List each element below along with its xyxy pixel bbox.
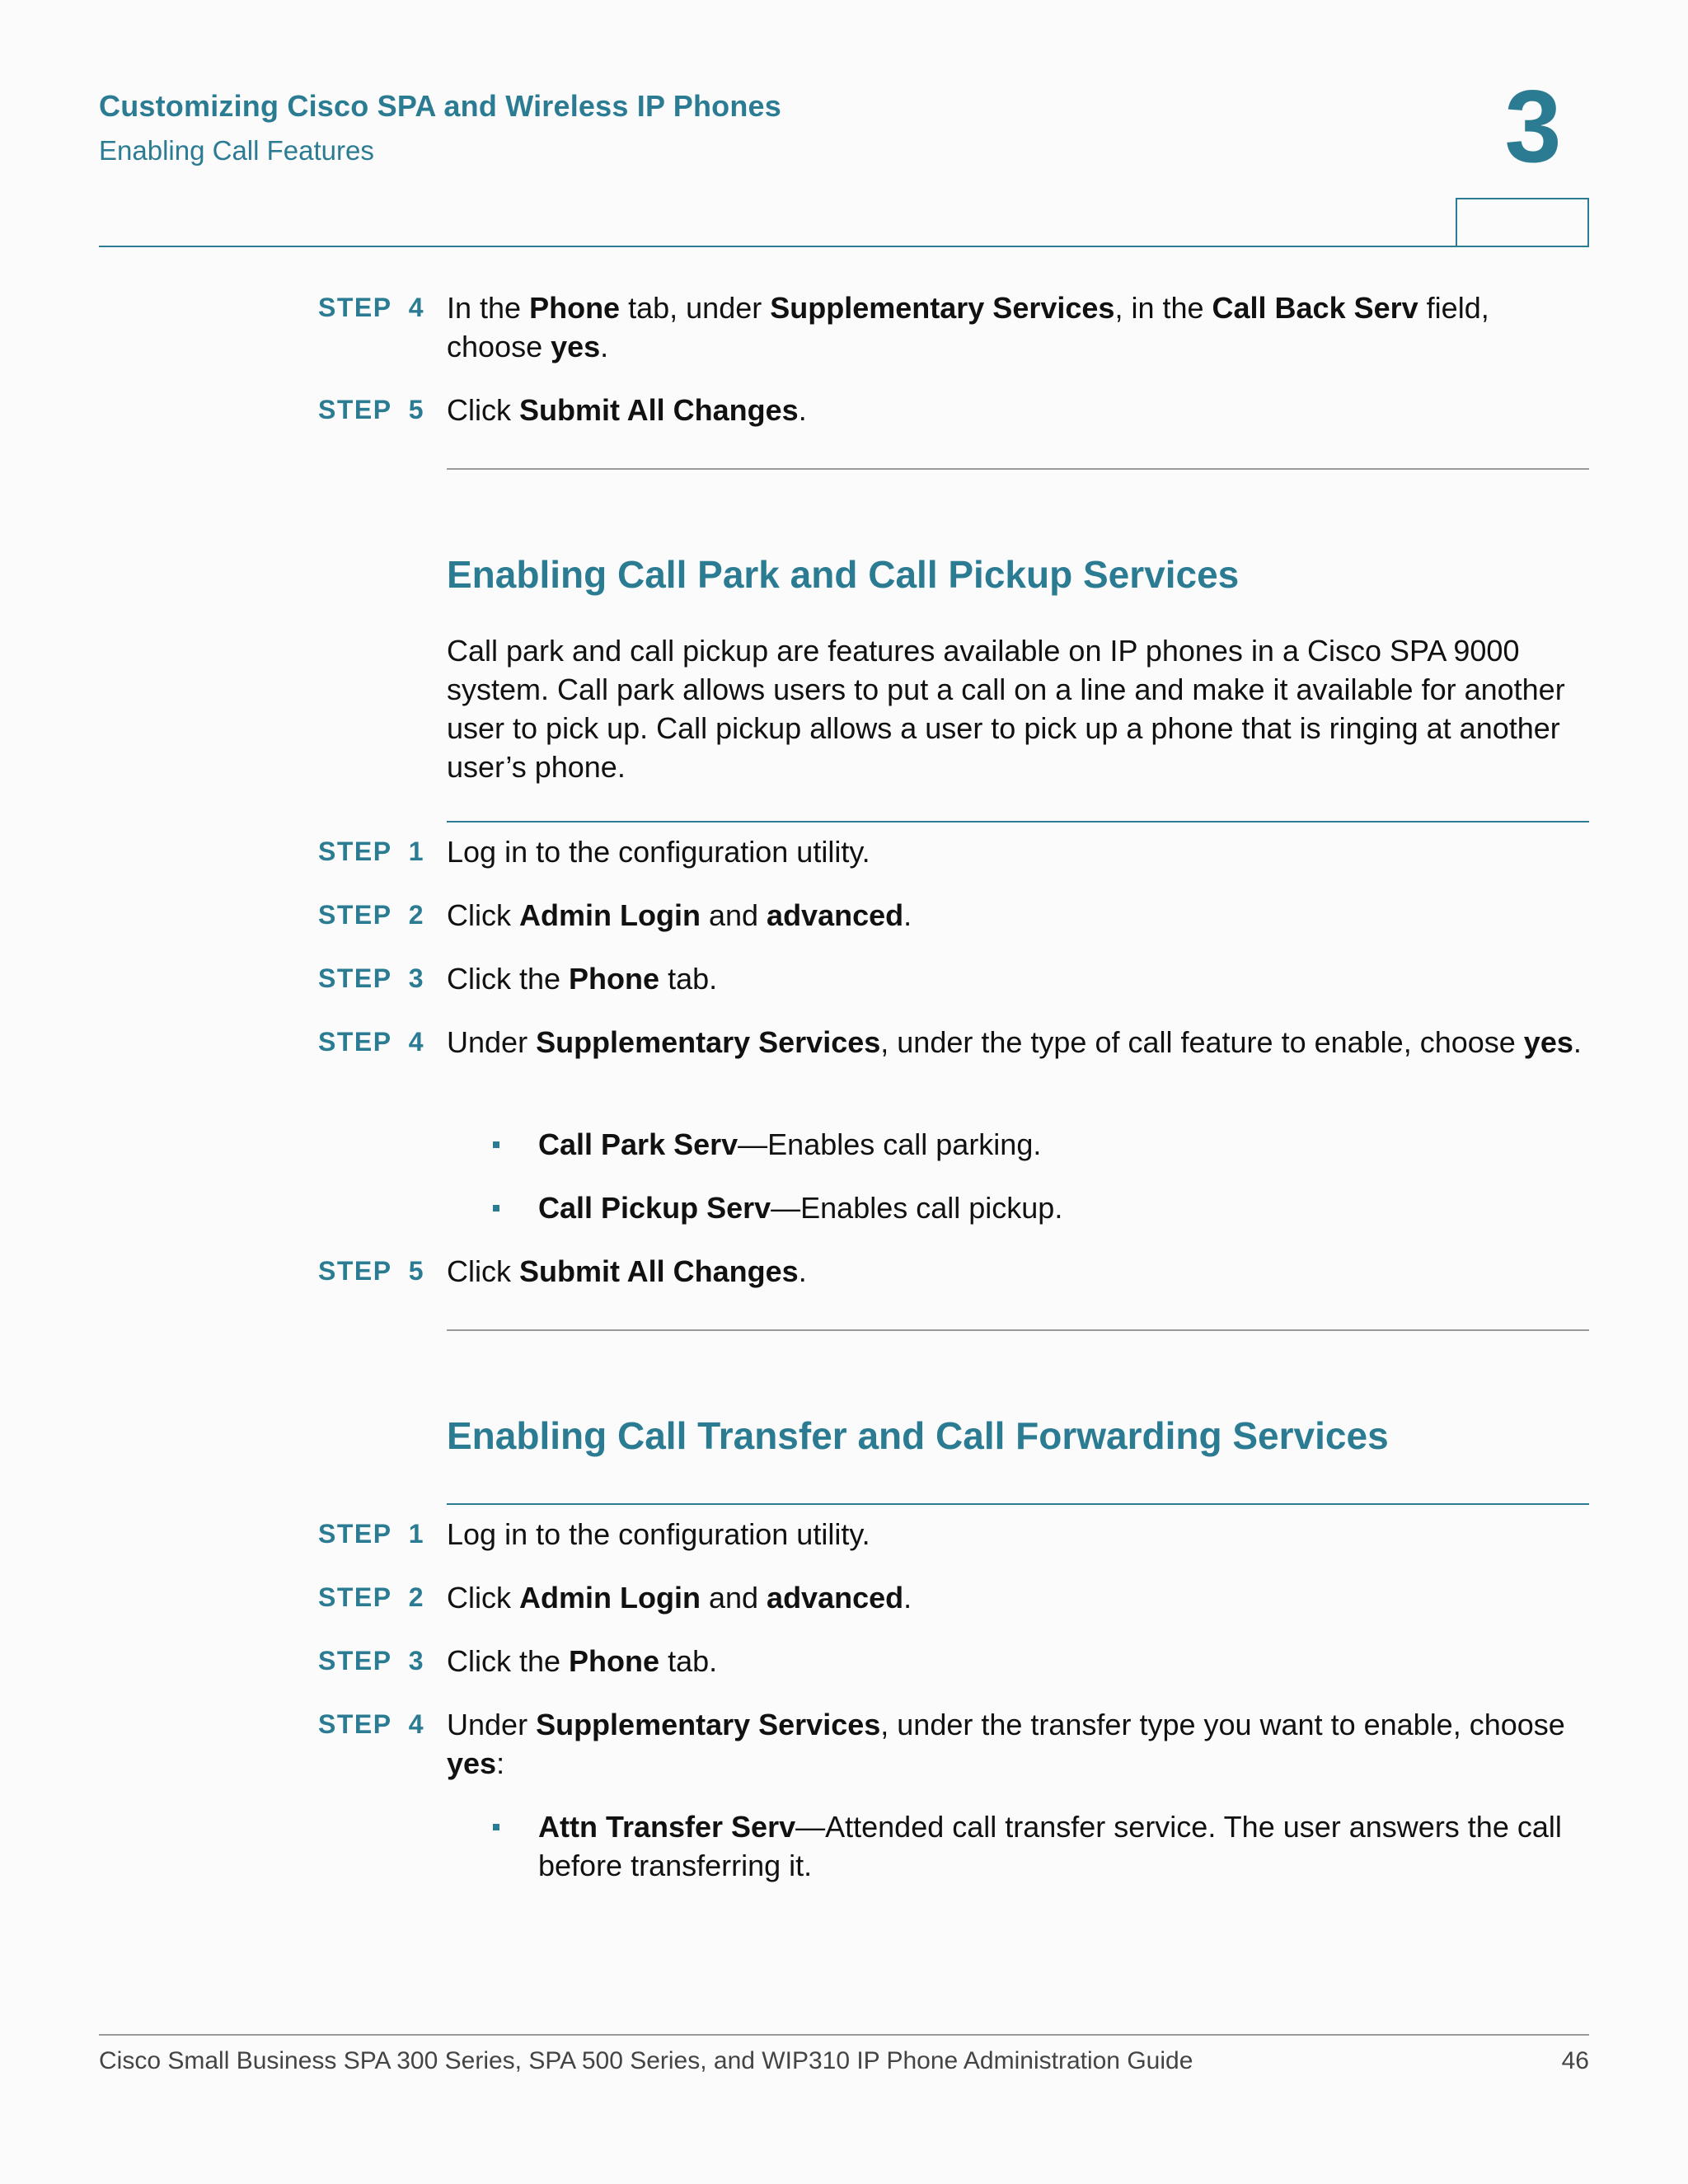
step-label: STEP 4 [318,1027,425,1057]
ui-term: Phone [569,962,660,996]
step-text [447,1642,1592,1680]
ui-term: Supplementary Services [536,1025,881,1059]
procedure-rule [447,1503,1589,1505]
step-text-part: Under [447,1025,537,1059]
step-text [447,1023,1592,1062]
bullet-desc: —Enables call pickup. [771,1191,1063,1225]
page-number: 46 [1561,2047,1589,2074]
step-text-part: field, choose [447,291,1489,363]
procedure-rule [447,821,1589,823]
section-heading: Enabling Call Park and Call Pickup Services [447,553,1240,596]
intro-paragraph: Call park and call pickup are features available on IP phones in a Cisco SPA 9000 system. Call park allows users to put a call on a line and make it available for another user to pick up. Call pickup allows a user to pick up a phone that is ringing at another user’s phone. [447,634,1565,784]
step-label: STEP 2 [318,1582,425,1612]
step-text-part: and [700,898,767,932]
step-text-part: , in the [1114,291,1212,325]
ui-term: Admin Login [519,1581,701,1615]
step-text-part: . [903,1581,912,1615]
step-label: STEP 4 [318,293,425,322]
step-label: STEP 1 [318,837,425,866]
header-rule [99,246,1589,247]
ui-term: Submit All Changes [519,1254,799,1288]
step-text [447,896,1592,935]
step-label: STEP 1 [318,1519,425,1549]
bullet-text [538,1125,1601,1164]
bullet-icon [493,1205,499,1212]
step-text-part: Log in to the configuration utility. [447,1517,870,1551]
step-text-part: . [600,330,609,363]
ui-term: Attn Transfer Serv [538,1810,796,1844]
step-label: STEP 4 [318,1709,425,1739]
step-text-part: Click [447,898,519,932]
step-text-part: tab, under [620,291,771,325]
ui-term: Call Park Serv [538,1127,738,1161]
step-text-part: : [496,1746,505,1780]
step-text-part: In the [447,291,530,325]
chapter-title: Customizing Cisco SPA and Wireless IP Phones [99,89,781,123]
step-text-part: . [1573,1025,1582,1059]
step-label: STEP 5 [318,1256,425,1286]
ui-term: yes [551,330,601,363]
step-text-part: . [798,1254,807,1288]
bullet-desc: —Enables call parking. [738,1127,1042,1161]
footer-rule [99,2034,1589,2036]
step-label: STEP 5 [318,395,425,424]
step-text-part: Click the [447,1644,570,1678]
step-text-part: . [903,898,912,932]
ui-term: yes [1523,1025,1573,1059]
ui-term: Phone [569,1644,660,1678]
step-label: STEP 2 [318,900,425,930]
chapter-number-frame [1456,198,1589,246]
step-text [447,959,1592,998]
step-text [447,1252,1592,1291]
step-text [447,288,1592,366]
ui-term: Call Pickup Serv [538,1191,771,1225]
bullet-icon [493,1141,499,1148]
footer-guide-title: Cisco Small Business SPA 300 Series, SPA 500 Series, and WIP310 IP Phone Administration Guide [99,2047,1193,2074]
section-heading: Enabling Call Transfer and Call Forwarding Services [447,1414,1389,1457]
ui-term: advanced [767,1581,904,1615]
section-divider [447,468,1589,470]
ui-term: Supplementary Services [536,1708,881,1741]
ui-term: Phone [529,291,621,325]
ui-term: Supplementary Services [770,291,1115,325]
step-text-part: Click [447,393,519,427]
ui-term: Submit All Changes [519,393,799,427]
step-text-part: Click the [447,962,570,996]
step-text-part: Click [447,1581,519,1615]
bullet-desc: —Attended call transfer service. The user answers the call before transferring it. [538,1810,1562,1882]
step-text-part: tab. [659,962,718,996]
section-title: Enabling Call Features [99,135,374,166]
chapter-number: 3 [1504,70,1562,184]
step-text-part: Click [447,1254,519,1288]
step-text-part: . [798,393,807,427]
section-divider [447,1329,1589,1331]
step-text [447,1578,1592,1617]
step-text-part: , under the transfer type you want to enable, choose [880,1708,1565,1741]
step-text [447,832,1592,871]
step-text-part: , under the type of call feature to enable, choose [880,1025,1524,1059]
step-text [447,1705,1592,1783]
step-label: STEP 3 [318,963,425,993]
step-text-part: Log in to the configuration utility. [447,835,870,869]
step-text-part: tab. [659,1644,718,1678]
ui-term: Admin Login [519,898,701,932]
step-label: STEP 3 [318,1646,425,1675]
step-text-part: Under [447,1708,537,1741]
bullet-icon [493,1824,499,1830]
ui-term: yes [447,1746,497,1780]
step-text [447,1515,1592,1554]
step-text [447,391,1592,429]
ui-term: Call Back Serv [1212,291,1418,325]
step-text-part: and [700,1581,767,1615]
bullet-text [538,1188,1601,1227]
bullet-text [538,1807,1601,1885]
ui-term: advanced [767,898,904,932]
